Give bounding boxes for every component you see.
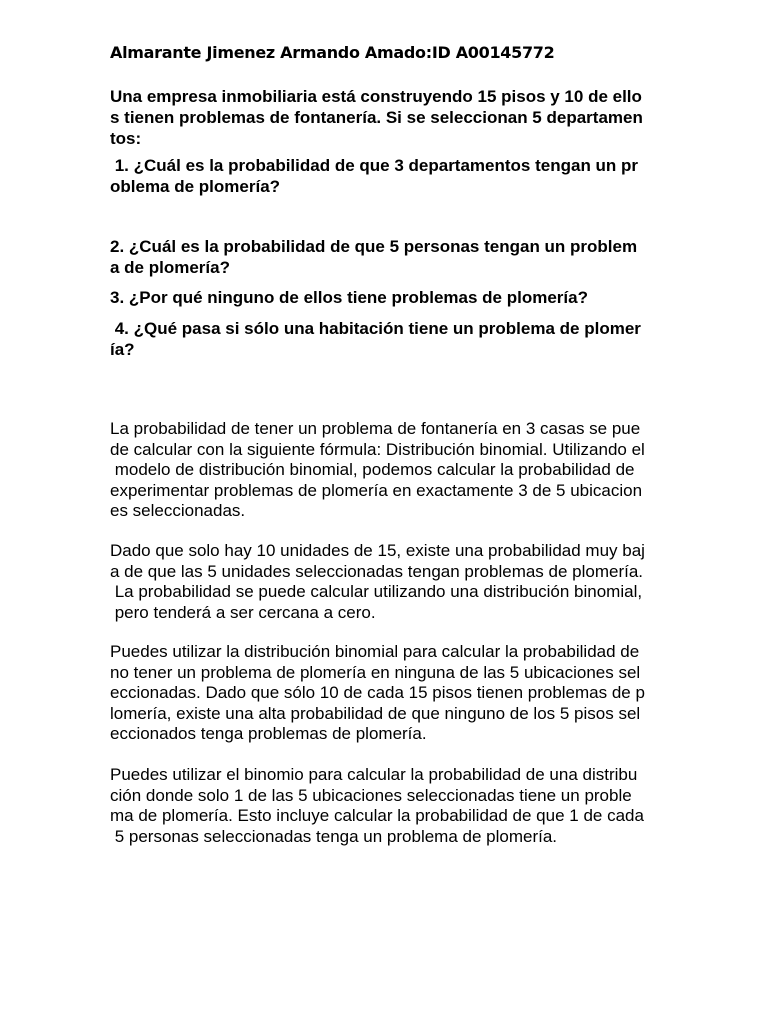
answer-line: modelo de distribución binomial, podemos calcular la probabilidad de <box>110 460 635 479</box>
author-id-header: Almarante Jimenez Armando Amado:ID A00145772 <box>110 43 555 62</box>
answer-paragraph-4 <box>110 765 670 847</box>
question-line: ía? <box>110 340 135 359</box>
question-4 <box>110 318 670 360</box>
answer-line: no tener un problema de plomería en ninguna de las 5 ubicaciones sel <box>110 662 641 682</box>
problem-line: tos: <box>110 129 142 148</box>
answer-line: ción donde solo 1 de las 5 ubicaciones seleccionadas tiene un proble <box>110 785 632 805</box>
problem-line: Una empresa inmobiliaria está construyendo 15 pisos y 10 de ello <box>110 87 642 106</box>
answer-paragraph-3 <box>110 642 670 745</box>
problem-statement <box>110 86 670 149</box>
question-line: a de plomería? <box>110 258 230 277</box>
question-line: 4. ¿Qué pasa si sólo una habitación tiene un problema de plomer <box>110 319 641 338</box>
answer-line: de calcular con la siguiente fórmula: Distribución binomial. Utilizando el <box>110 439 645 459</box>
question-2 <box>110 236 670 278</box>
answer-line: a de que las 5 unidades seleccionadas tengan problemas de plomería. <box>110 561 644 581</box>
answer-line: lomería, existe una alta probabilidad de que ninguno de los 5 pisos sel <box>110 703 641 723</box>
question-1 <box>110 155 670 197</box>
answer-line: pero tenderá a ser cercana a cero. <box>110 602 376 622</box>
question-3 <box>110 287 670 308</box>
answer-line: es seleccionadas. <box>110 501 246 520</box>
answer-paragraph-2 <box>110 541 670 623</box>
question-line: 3. ¿Por qué ninguno de ellos tiene problemas de plomería? <box>110 288 588 307</box>
answer-line: eccionados tenga problemas de plomería. <box>110 724 427 743</box>
answer-line: La probabilidad de tener un problema de fontanería en 3 casas se pue <box>110 419 641 438</box>
answer-line: La probabilidad se puede calcular utilizando una distribución binomial, <box>110 582 643 601</box>
answer-line: eccionadas. Dado que sólo 10 de cada 15 pisos tienen problemas de p <box>110 683 645 702</box>
answer-line: ma de plomería. Esto incluye calcular la probabilidad de que 1 de cada <box>110 806 644 825</box>
question-line: 1. ¿Cuál es la probabilidad de que 3 departamentos tengan un pr <box>110 156 639 175</box>
answer-line: 5 personas seleccionadas tenga un problema de plomería. <box>110 826 558 846</box>
answer-paragraph-1 <box>110 419 670 522</box>
answer-line: Puedes utilizar la distribución binomial para calcular la probabilidad de <box>110 642 640 661</box>
answer-line: experimentar problemas de plomería en exactamente 3 de 5 ubicacion <box>110 480 643 500</box>
question-line: oblema de plomería? <box>110 177 281 196</box>
answer-line: Dado que solo hay 10 unidades de 15, existe una probabilidad muy baj <box>110 541 645 560</box>
problem-line: s tienen problemas de fontanería. Si se seleccionan 5 departamen <box>110 108 643 127</box>
answer-line: Puedes utilizar el binomio para calcular la probabilidad de una distribu <box>110 765 638 784</box>
question-line: 2. ¿Cuál es la probabilidad de que 5 personas tengan un problem <box>110 237 638 256</box>
